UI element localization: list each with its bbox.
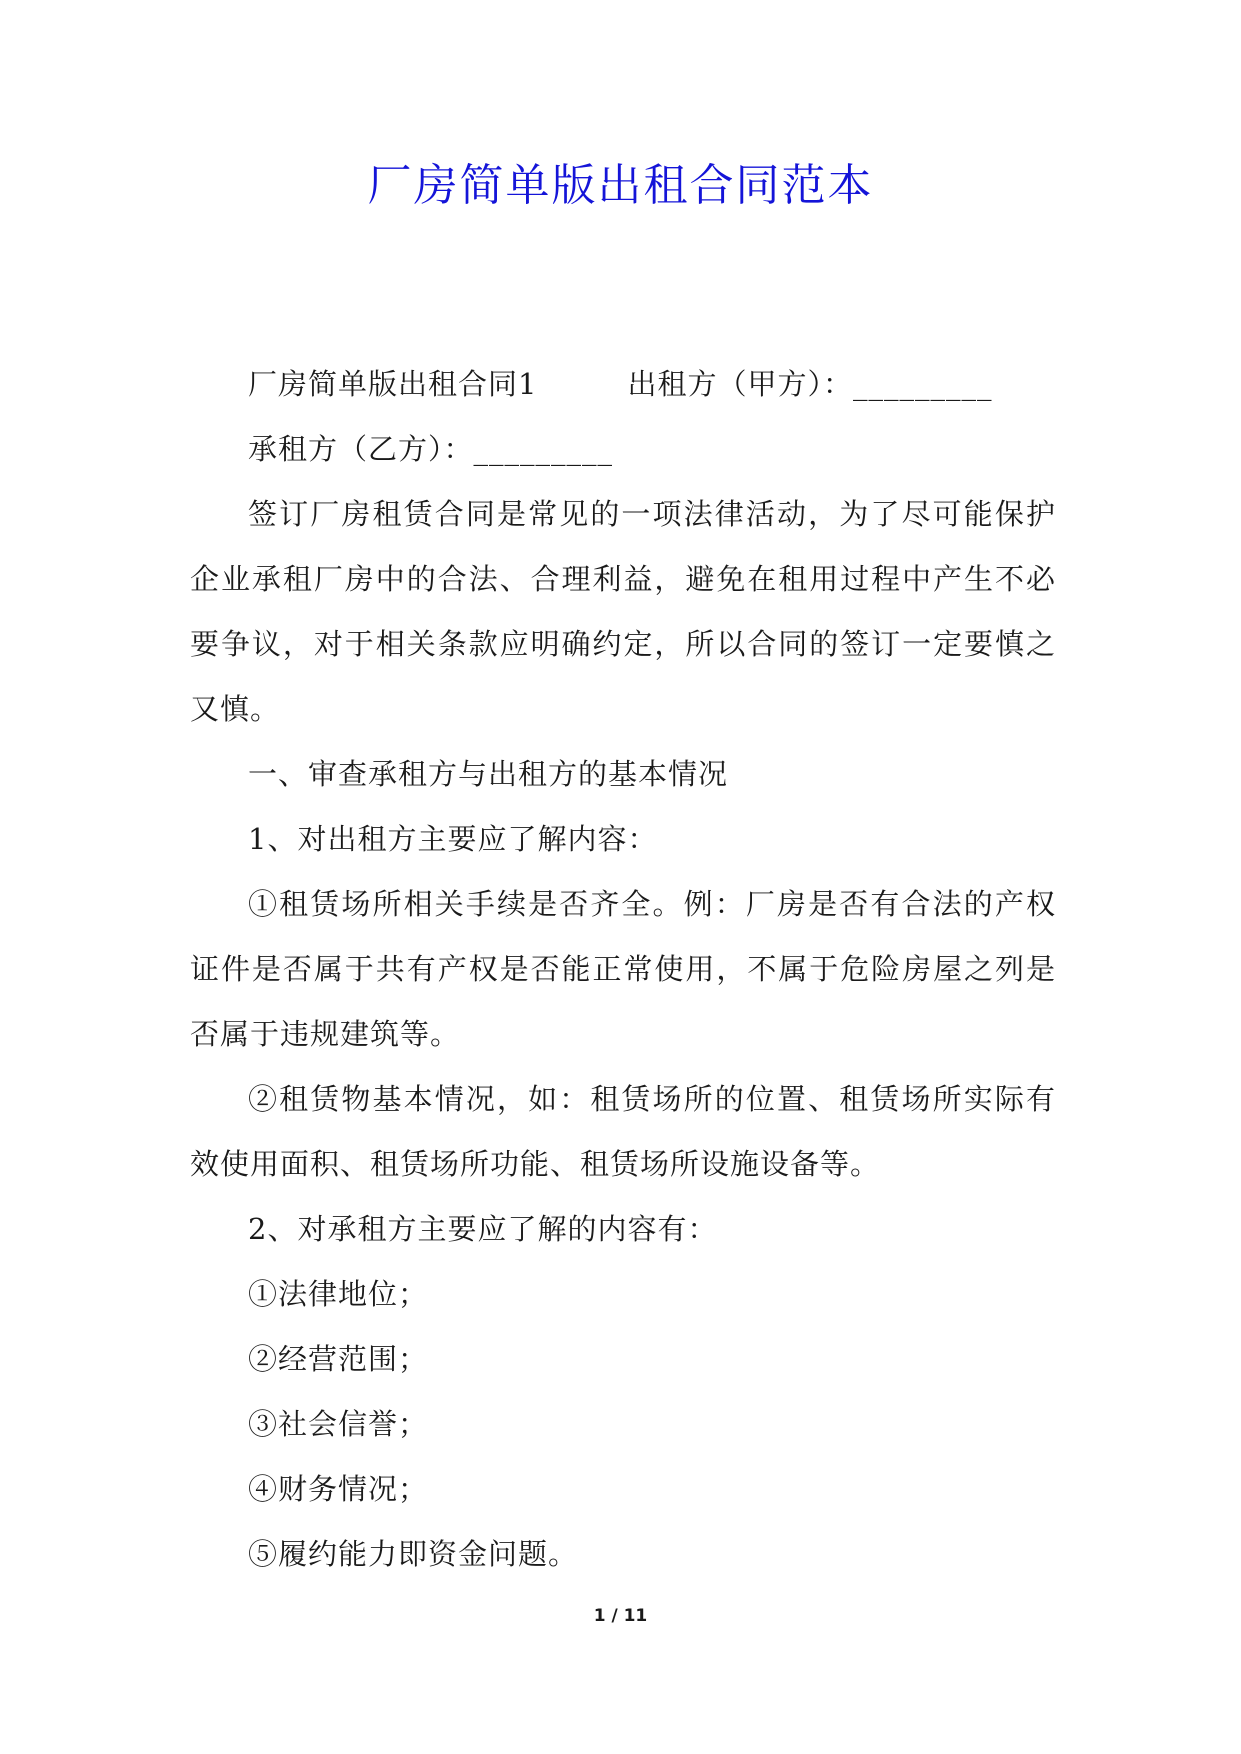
list-item: ①法律地位； [248, 1277, 429, 1311]
lessee-field: 承租方（乙方）：_________ [248, 432, 614, 466]
list-item: ③社会信誉； [248, 1407, 429, 1441]
list-item: ⑤履约能力即资金问题。 [248, 1537, 579, 1571]
list-item: ④财务情况； [248, 1472, 429, 1506]
page-number: 1 / 11 [593, 1606, 648, 1626]
list-item: ①租赁场所相关手续是否齐全。例：厂房是否有合法的产权证件是否属于共有产权是否能正常使用，不属于危险房屋之列是否属于违规建筑等。 [190, 887, 1056, 1051]
document-body [190, 352, 1056, 1587]
contract-label: 厂房简单版出租合同1 [248, 367, 538, 401]
document-title: 厂房简单版出租合同范本 [367, 160, 874, 211]
lessor-field: 出租方（甲方）：_________ [627, 367, 993, 401]
paragraph-intro: 签订厂房租赁合同是常见的一项法律活动，为了尽可能保护企业承租厂房中的合法、合理利益，避免在租用过程中产生不必要争议，对于相关条款应明确约定，所以合同的签订一定要慎之又慎。 [190, 497, 1056, 726]
header-line [190, 352, 1056, 417]
subheading-lessor: 1、对出租方主要应了解内容： [248, 822, 658, 856]
list-item: ②租赁物基本情况，如：租赁场所的位置、租赁场所实际有效使用面积、租赁场所功能、租赁场所设施设备等。 [190, 1082, 1056, 1181]
list-item: ②经营范围； [248, 1342, 429, 1376]
section-heading: 一、审查承租方与出租方的基本情况 [248, 757, 729, 791]
subheading-lessee: 2、对承租方主要应了解的内容有： [248, 1212, 718, 1246]
